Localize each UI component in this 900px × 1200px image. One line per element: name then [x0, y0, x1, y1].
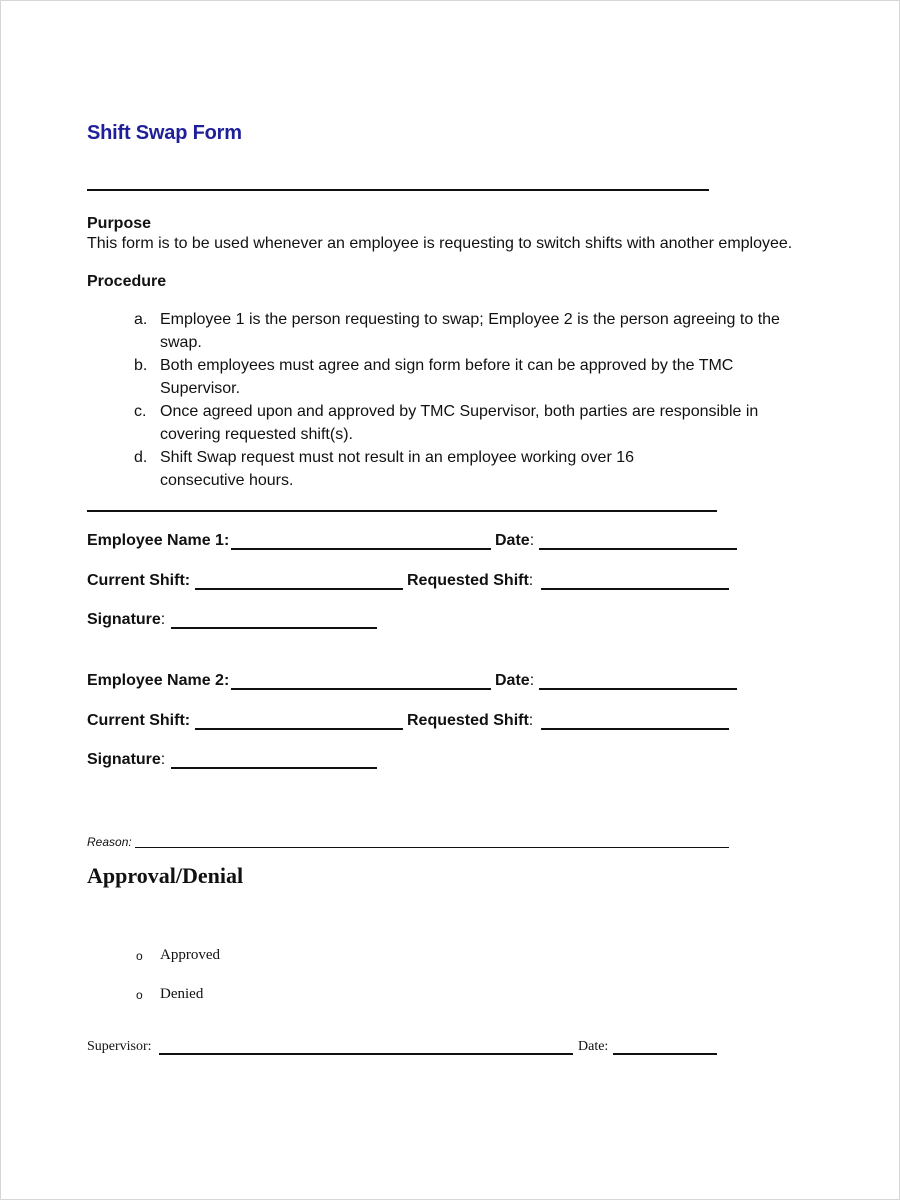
supervisor-label: Supervisor: — [87, 1039, 152, 1054]
reason-label: Reason: — [87, 835, 132, 849]
employee2-requested-shift-label: Requested Shift: — [407, 712, 534, 729]
reason-field[interactable] — [135, 847, 729, 848]
employee1-current-shift-label: Current Shift: — [87, 572, 191, 589]
employee2-name-field[interactable] — [231, 688, 491, 690]
procedure-heading: Procedure — [87, 273, 167, 290]
denied-radio[interactable]: o — [136, 988, 143, 1002]
employee2-current-shift-label: Current Shift: — [87, 712, 191, 729]
page-title: Shift Swap Form — [87, 122, 242, 144]
employee2-date-field[interactable] — [539, 688, 737, 690]
employee1-signature-field[interactable] — [171, 627, 377, 629]
employee2-signature-field[interactable] — [171, 767, 377, 769]
employee1-name-label: Employee Name 1: — [87, 532, 230, 549]
employee2-signature-label: Signature: — [87, 751, 166, 768]
supervisor-field[interactable] — [159, 1053, 573, 1055]
employee2-current-shift-field[interactable] — [195, 728, 403, 730]
employee1-name-field[interactable] — [231, 548, 491, 550]
employee1-date-label: Date: — [495, 532, 535, 549]
employee2-requested-shift-field[interactable] — [541, 728, 729, 730]
list-item: b. Both employees must agree and sign form before it can be approved by the TMC Supervisor. — [134, 357, 734, 397]
employee2-date-label: Date: — [495, 672, 535, 689]
title-underline — [87, 189, 709, 191]
employee2-name-label: Employee Name 2: — [87, 672, 230, 689]
employee1-current-shift-field[interactable] — [195, 588, 403, 590]
approved-option-label: Approved — [160, 947, 220, 963]
approval-heading: Approval/Denial — [87, 863, 244, 888]
denied-option-label: Denied — [160, 986, 204, 1002]
purpose-text: This form is to be used whenever an employee is requesting to switch shifts with another employee. — [87, 235, 793, 252]
employee1-requested-shift-field[interactable] — [541, 588, 729, 590]
supervisor-date-label: Date: — [578, 1039, 609, 1054]
list-item: a. Employee 1 is the person requesting to swap; Employee 2 is the person agreeing to the swap. — [134, 311, 780, 351]
list-item: c. Once agreed upon and approved by TMC Supervisor, both parties are responsible in covering requested shift(s). — [134, 403, 759, 443]
purpose-heading: Purpose — [87, 215, 152, 232]
approved-radio[interactable]: o — [136, 949, 143, 963]
employee1-requested-shift-label: Requested Shift: — [407, 572, 534, 589]
supervisor-date-field[interactable] — [613, 1053, 717, 1055]
section-divider — [87, 510, 717, 512]
employee1-date-field[interactable] — [539, 548, 737, 550]
employee1-signature-label: Signature: — [87, 611, 166, 628]
procedure-list — [134, 308, 814, 492]
list-item: d. Shift Swap request must not result in an employee working over 16 consecutive hours. — [134, 449, 635, 489]
